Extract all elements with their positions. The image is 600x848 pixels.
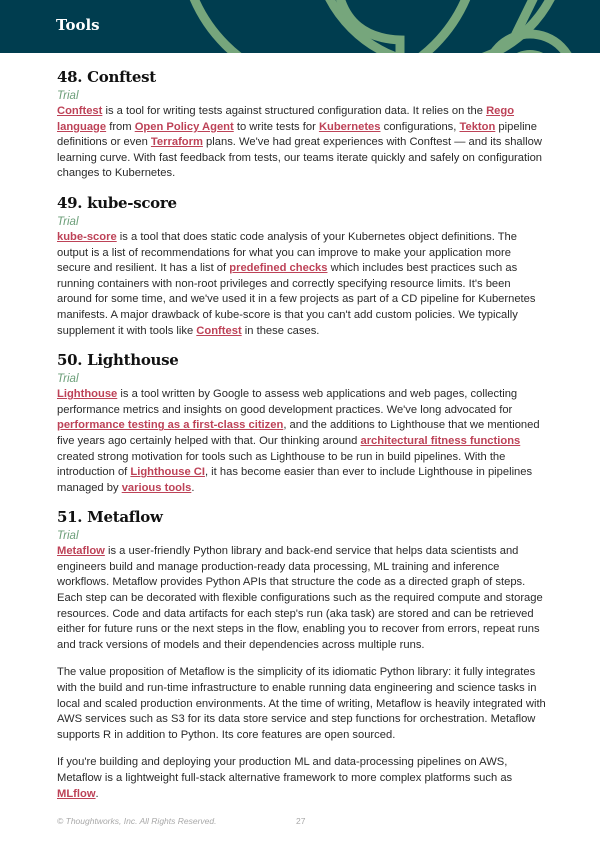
link-lighthouse[interactable]: Lighthouse bbox=[57, 388, 118, 401]
body-text: The value proposition of Metaflow is the simplicity of its idiomatic Python library: it fully integrates with the build and run-time infrastructure to enable running data engineering and science tasks in local and scaled production environments. At the time of writing, Metaflow is heavily integrated with AWS services such as S3 for its data store service and step functions for orchestration. Metaflow supports R in addition to Python. Its core features are open sourced. bbox=[57, 666, 546, 741]
description-paragraph bbox=[57, 104, 547, 182]
copyright-footer: © Thoughtworks, Inc. All Rights Reserved. bbox=[57, 816, 217, 826]
body-text: , and the additions to Lighthouse that we mentioned five years ago certainly helped with that. Our thinking around bbox=[57, 419, 540, 447]
body-text: plans. We've had great experiences with Conftest — and its shallow learning curve. With fast feedback from tests, our teams iterate quickly and safely on configuration changes to Kubernetes. bbox=[57, 136, 543, 180]
tool-heading bbox=[57, 351, 547, 369]
description-paragraph bbox=[57, 755, 547, 802]
body-text: in these cases. bbox=[241, 324, 320, 337]
body-text: configurations, bbox=[380, 120, 460, 133]
tool-entry-metaflow bbox=[57, 508, 547, 802]
description-paragraph bbox=[57, 665, 547, 743]
page-header-title: Tools bbox=[56, 16, 100, 34]
link-terraform[interactable]: Terraform bbox=[150, 136, 203, 149]
tool-heading bbox=[57, 194, 547, 212]
tool-number: 51. bbox=[57, 508, 83, 527]
description-paragraph bbox=[57, 544, 547, 653]
link-rego-language[interactable]: Rego language bbox=[57, 105, 515, 133]
tool-number: 49. bbox=[57, 193, 83, 212]
tool-entry-conftest bbox=[57, 68, 547, 182]
tool-entry-kube-score bbox=[57, 194, 547, 339]
link-open-policy-agent[interactable]: Open Policy Agent bbox=[134, 120, 234, 133]
tool-number: 50. bbox=[57, 351, 83, 370]
link-lighthouse-ci[interactable]: Lighthouse CI bbox=[130, 466, 205, 479]
document-body bbox=[57, 68, 547, 814]
body-text: If you're building and deploying your production ML and data-processing pipelines on AWS, Metaflow is a lightweight full-stack alternative framework to more complex platforms such as bbox=[57, 756, 513, 784]
ring-label: Trial bbox=[57, 215, 79, 228]
link-performance-testing-as-a-first-class-citizen[interactable]: performance testing as a first-class citizen bbox=[57, 419, 284, 432]
link-tekton[interactable]: Tekton bbox=[459, 120, 496, 133]
tool-name: Metaflow bbox=[87, 508, 163, 527]
link-metaflow[interactable]: Metaflow bbox=[57, 545, 105, 558]
tool-name: Lighthouse bbox=[87, 351, 179, 370]
link-predefined-checks[interactable]: predefined checks bbox=[229, 262, 328, 275]
body-text: is a tool that does static code analysis of your Kubernetes object definitions. The output is a list of recommendations for what you can improve to make your application more secure and resilient. It has a list of bbox=[57, 230, 517, 275]
body-text: is a tool written by Google to assess web applications and web pages, collecting performance metrics and insights on good development practices. We've long advocated for bbox=[57, 388, 518, 416]
link-conftest[interactable]: Conftest bbox=[196, 324, 242, 337]
body-text: is a tool for writing tests against structured configuration data. It relies on the bbox=[102, 105, 487, 117]
tool-entry-lighthouse bbox=[57, 351, 547, 496]
body-text: created strong motivation for tools such as Lighthouse to be run in build pipelines. With the introduction of bbox=[57, 450, 506, 479]
ring-label: Trial bbox=[57, 90, 79, 102]
body-text: pipeline definitions or even bbox=[57, 120, 538, 149]
body-text: from bbox=[106, 120, 135, 133]
body-text: to write tests for bbox=[233, 120, 319, 133]
link-architectural-fitness-functions[interactable]: architectural fitness functions bbox=[360, 434, 521, 447]
link-kube-score[interactable]: kube-score bbox=[57, 230, 117, 243]
body-text: , it has become easier than ever to include Lighthouse in pipelines managed by bbox=[57, 466, 533, 494]
body-text: . bbox=[95, 787, 99, 800]
link-kubernetes[interactable]: Kubernetes bbox=[318, 120, 381, 133]
tool-name: kube-score bbox=[87, 193, 177, 212]
description-paragraph bbox=[57, 230, 547, 339]
link-mlflow[interactable]: MLflow bbox=[57, 787, 96, 800]
page-number: 27 bbox=[296, 816, 306, 826]
page-header bbox=[0, 0, 600, 53]
tool-heading bbox=[57, 508, 547, 526]
body-text: which includes best practices such as running containers with non-root privileges and correctly specifying resource limits. It's been around for some time, and we've used it in a few projects as part of a CD pipeline for Kubernetes manifests. A major drawback of kube-score is that you can't add custom policies. We typically supplement it with tools like bbox=[57, 262, 536, 337]
link-conftest[interactable]: Conftest bbox=[57, 105, 103, 117]
ring-label: Trial bbox=[57, 373, 79, 386]
tool-number: 48. bbox=[57, 68, 83, 86]
description-paragraph bbox=[57, 387, 547, 496]
tool-name: Conftest bbox=[87, 68, 156, 86]
ring-label: Trial bbox=[57, 530, 79, 543]
link-various-tools[interactable]: various tools bbox=[121, 481, 192, 494]
tool-heading bbox=[57, 68, 547, 86]
body-text: . bbox=[191, 481, 195, 494]
body-text: is a user-friendly Python library and back-end service that helps data scientists and engineers build and manage production-ready data processing, ML training and inference workflows. Metaflow provides Python APIs that structure the code as a directed graph of steps. Each step can be decorated with flexible configurations such as the required compute and storage resources. Code and data artifacts for each step's run (aka task) are stored and can be retrieved either for future runs or the next steps in the flow, enabling you to recover from errors, repeat runs and track versions of models and their dependencies across multiple runs. bbox=[57, 545, 543, 651]
